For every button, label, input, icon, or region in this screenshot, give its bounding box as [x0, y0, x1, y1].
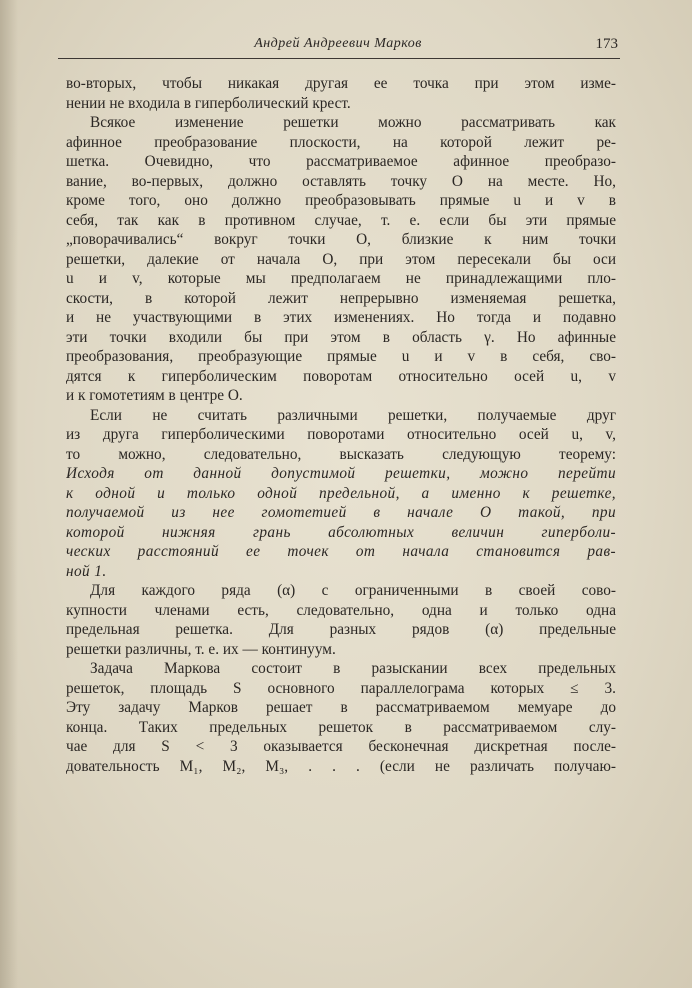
text-line: чае для S < 3 оказывается бесконечная дискретная после- [66, 738, 616, 755]
text-line: во-вторых, чтобы никакая другая ее точка при этом изме- [66, 75, 616, 92]
text-line: „поворачивались“ вокруг точки O, близкие к ним точки [66, 231, 616, 248]
theorem-line: Исходя от данной допустимой решетки, можно перейти [66, 465, 616, 482]
spine-shadow [0, 0, 18, 988]
text-line: Для каждого ряда (α) с ограниченными в своей сово- [90, 582, 616, 599]
body-text [66, 74, 616, 776]
theorem-line: ческих расстояний ее точек от начала становится рав- [66, 543, 616, 560]
text-line: эти точки входили бы при этом в область γ. Но афинные [66, 328, 616, 346]
text-line: нении не входила в гиперболический крест. [66, 94, 351, 112]
text-line: Всякое изменение решетки можно рассматривать как [90, 114, 616, 131]
text-line: решеток, площадь S основного параллелограма которых ≤ 3. [66, 679, 616, 697]
running-head-title: Андрей Андреевич Марков [254, 36, 422, 51]
running-head [58, 33, 618, 55]
text-line: Эту задачу Марков решает в рассматриваемом мемуаре до [66, 699, 616, 716]
text-line: скости, в которой лежит непрерывно изменяемая решетка, [66, 289, 616, 307]
text-line: преобразования, преобразующие прямые u и v в себя, сво- [66, 348, 616, 365]
text-line: конца. Таких предельных решеток в рассматриваемом слу- [66, 718, 616, 736]
text-line: и к гомотетиям в центре O. [66, 387, 243, 404]
text-line: то можно, следовательно, высказать следующую теорему: [66, 445, 616, 463]
text-line: решетки, далекие от начала O, при этом пересекали бы оси [66, 250, 616, 268]
theorem-line: ной 1. [66, 562, 107, 580]
theorem-line: которой нижняя грань абсолютных величин гипербoли- [66, 523, 616, 541]
text-line: купности членами есть, следовательно, одна и только одна [66, 601, 616, 619]
text-line: Задача Маркова состоит в разыскании всех предельных [90, 660, 616, 677]
theorem-line: к одной и только одной предельной, а именно к решетке, [66, 484, 616, 502]
header-rule [58, 58, 620, 59]
text-line: и не участвующими в этих изменениях. Но тогда и подавно [66, 309, 616, 326]
text-line: афинное преобразование плоскости, на которой лежит ре- [66, 133, 616, 151]
text-line: довательность M₁, M₂, M₃, . . . (если не различать получаю- [66, 757, 616, 775]
text-line: u и v, которые мы предполагаем не принадлежащими пло- [66, 270, 616, 287]
text-line: решетки различны, т. е. их — континуум. [66, 640, 336, 658]
text-line: кроме того, оно должно преобразовывать прямые u и v в [66, 192, 616, 209]
text-line: дятся к гиперболическим поворотам относительно осей u, v [66, 367, 616, 385]
text-line: вание, во-первых, должно оставлять точку O на месте. Но, [66, 172, 616, 190]
text-line: Если не считать различными решетки, получаемые друг [90, 406, 616, 424]
text-line: из друга гиперболическими поворотами относительно осей u, v, [66, 426, 616, 443]
text-line: предельная решетка. Для разных рядов (α) предельные [66, 621, 616, 638]
text-line: себя, так как в противном случае, т. е. если бы эти прямые [66, 211, 616, 229]
text-line: шетка. Очевидно, что рассматриваемое афинное преобразо- [66, 153, 616, 170]
theorem-line: получаемой из нее гомотетией в начале O такой, при [66, 504, 616, 521]
page-number: 173 [595, 36, 618, 52]
